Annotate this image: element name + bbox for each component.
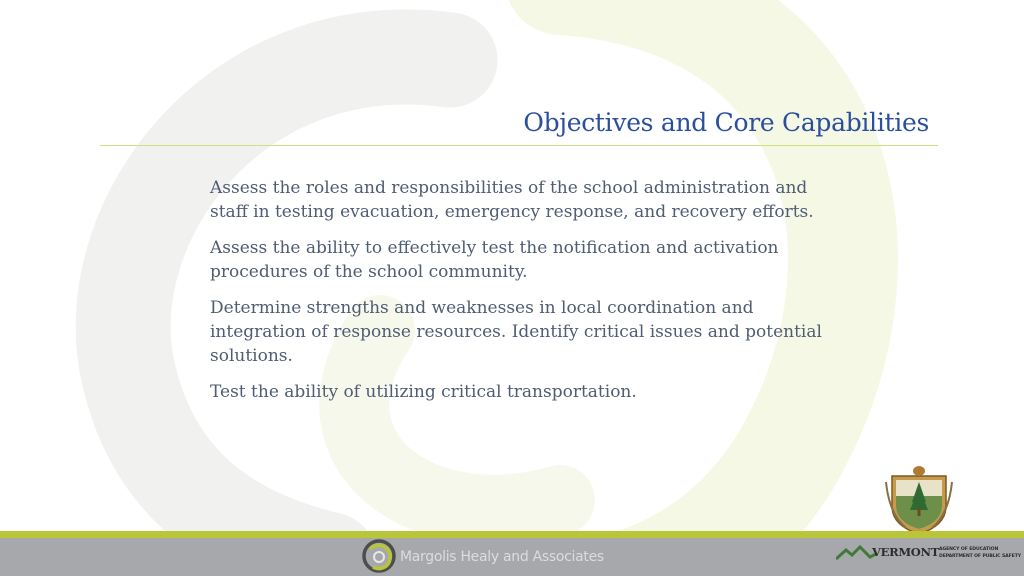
title-divider — [100, 145, 938, 146]
footer-accent-stripe — [0, 531, 1024, 538]
agency-line: DEPARTMENT OF PUBLIC SAFETY — [939, 554, 1021, 559]
agency-line: AGENCY OF EDUCATION — [939, 547, 999, 552]
objectives-list — [210, 176, 850, 416]
slide-title: Objectives and Core Capabilities — [523, 108, 929, 137]
vermont-mountain-icon — [836, 543, 876, 563]
vermont-seal-icon — [884, 462, 954, 536]
objective-item: Test the ability of utilizing critical transportation. — [210, 382, 637, 402]
objective-item: Assess the roles and responsibilities of the school administration and staff in testing evacuation, emergency response, and recovery efforts. — [210, 178, 814, 222]
mha-swirl-logo-icon — [360, 537, 398, 575]
objective-item: Determine strengths and weaknesses in local coordination and integration of response resources. Identify critical issues and potential solutions. — [210, 298, 822, 366]
objective-item: Assess the ability to effectively test the notification and activation procedures of the school community. — [210, 238, 779, 282]
vermont-wordmark: VERMONT — [872, 545, 939, 559]
company-name: Margolis Healy and Associates — [400, 549, 604, 565]
